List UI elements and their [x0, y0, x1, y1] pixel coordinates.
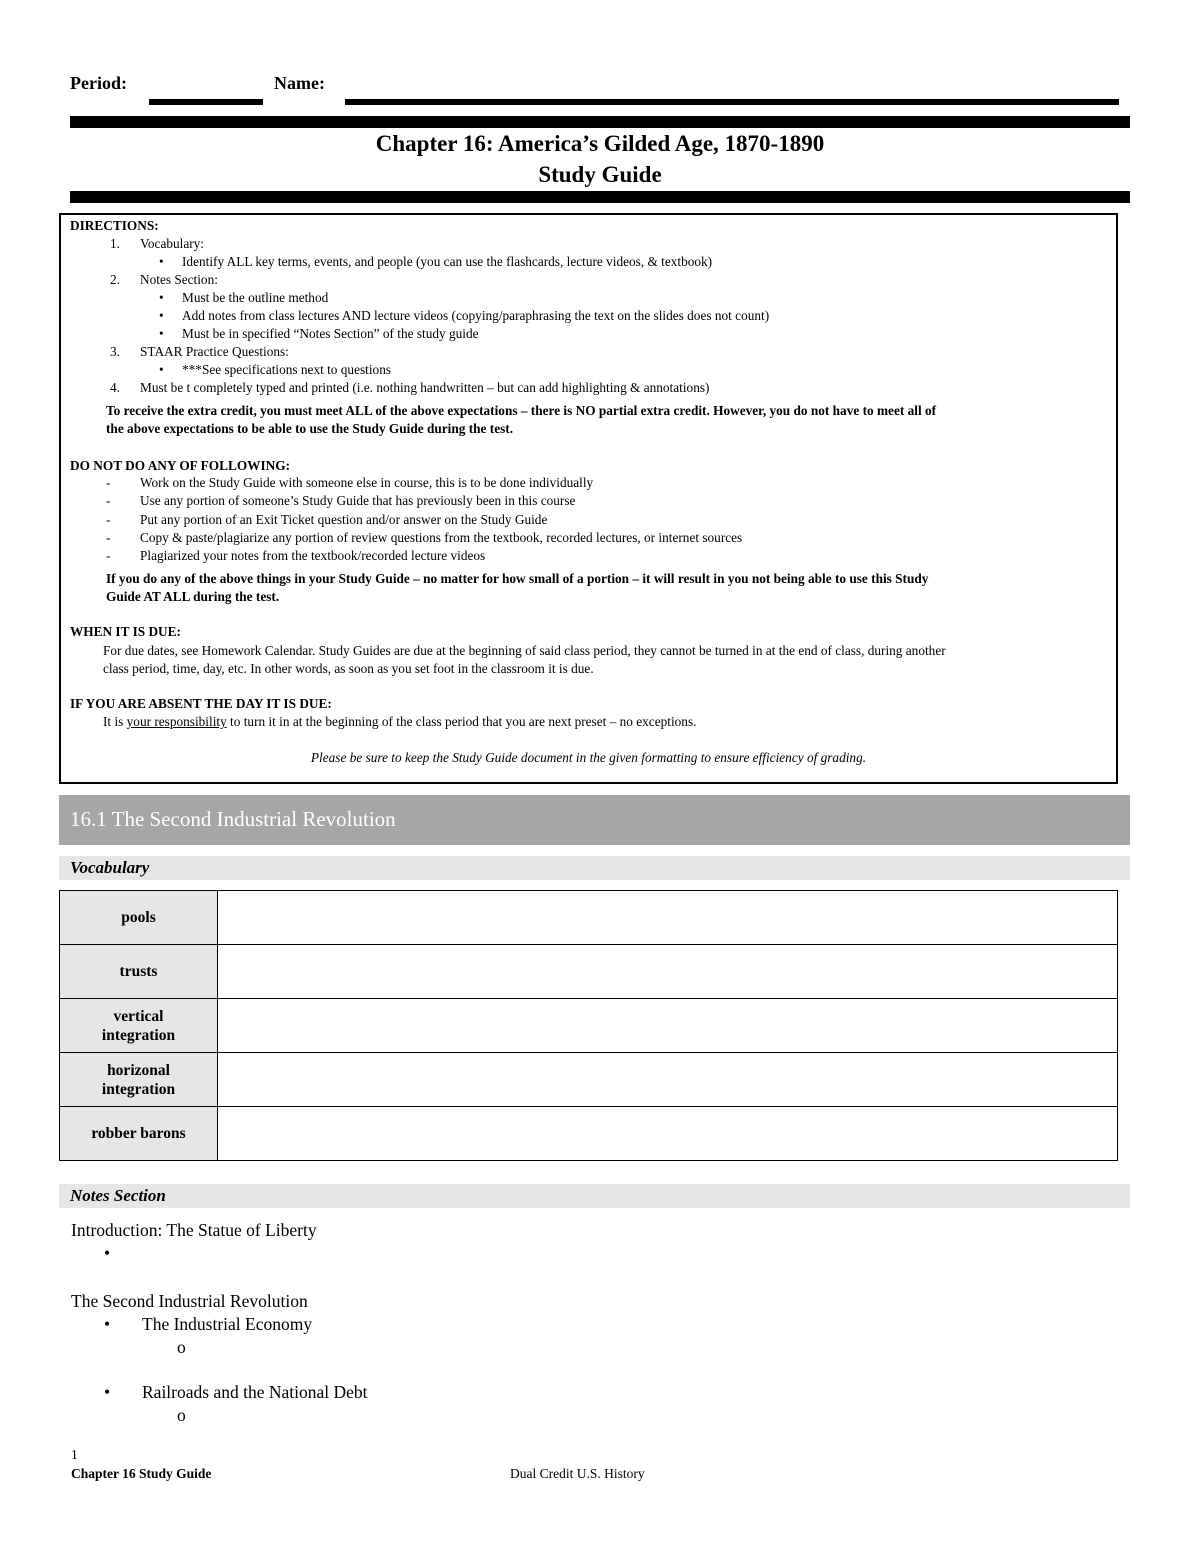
extra-credit-note-cont: the above expectations to be able to use the Study Guide during the test. — [106, 421, 514, 436]
notes-railroads: Railroads and the National Debt — [142, 1382, 368, 1402]
page-subtitle: Study Guide — [538, 162, 662, 187]
vocab-term — [60, 1107, 218, 1161]
due-text-cont: class period, time, day, etc. In other words, as soon as you set foot in the classroom it is due. — [103, 661, 594, 676]
notes-header — [59, 1184, 1130, 1208]
item-number: 3. — [110, 344, 120, 359]
table-row — [60, 1107, 1118, 1161]
period-field-line[interactable] — [149, 99, 263, 105]
notes-intro: Introduction: The Statue of Liberty — [71, 1220, 317, 1240]
directions-bullet: ***See specifications next to questions — [182, 362, 392, 377]
vocab-term — [60, 1053, 218, 1107]
vocabulary-heading: Vocabulary — [70, 858, 150, 877]
bullet-icon: • — [159, 326, 164, 341]
do-not-item: Work on the Study Guide with someone else in course, this is to be done individually — [140, 475, 594, 490]
absent-suffix: to turn it in at the beginning of the class period that you are next preset – no exceptions. — [226, 714, 697, 729]
directions-bullet: Must be the outline method — [182, 290, 329, 305]
do-not-item: Plagiarized your notes from the textbook/recorded lecture videos — [140, 548, 486, 563]
page-number: 1 — [71, 1447, 78, 1462]
directions-item-vocabulary: Vocabulary: — [140, 236, 205, 251]
directions-heading: DIRECTIONS: — [70, 218, 159, 233]
period-label: Period: — [70, 73, 127, 93]
term-line: trusts — [119, 963, 158, 980]
top-divider — [70, 116, 1130, 128]
vocabulary-table — [59, 890, 1118, 1161]
directions-item-staar: STAAR Practice Questions: — [140, 344, 289, 359]
vocab-term — [60, 891, 218, 945]
dash-icon: - — [106, 475, 111, 490]
section-title: 16.1 The Second Industrial Revolution — [70, 807, 396, 831]
directions-item-notes: Notes Section: — [140, 272, 218, 287]
bullet-icon: • — [159, 308, 164, 323]
table-row — [60, 945, 1118, 999]
do-not-item: Put any portion of an Exit Ticket question and/or answer on the Study Guide — [140, 512, 548, 527]
due-text: For due dates, see Homework Calendar. Study Guides are due at the beginning of said class period, they cannot be turned in at the end of class, during another — [103, 643, 946, 658]
vocab-definition-cell[interactable] — [218, 1053, 1118, 1107]
dash-icon: - — [106, 548, 111, 563]
bullet-icon: • — [104, 1382, 111, 1402]
vocabulary-header — [59, 856, 1130, 880]
directions-bullet: Must be in specified “Notes Section” of the study guide — [182, 326, 479, 341]
vocab-definition-cell[interactable] — [218, 1107, 1118, 1161]
bullet-icon: • — [159, 290, 164, 305]
directions-item-typed: Must be t completely typed and printed (i.e. nothing handwritten – but can add highlighting & annotations) — [140, 380, 710, 395]
name-field-line[interactable] — [345, 99, 1119, 105]
section-header — [59, 795, 1130, 845]
absent-text — [103, 713, 696, 731]
term-line-2: integration — [101, 1026, 176, 1044]
bullet-icon: • — [159, 254, 164, 269]
dash-icon: - — [106, 512, 111, 527]
extra-credit-note: To receive the extra credit, you must meet ALL of the above expectations – there is NO partial extra credit. However, you do not have to meet all of — [106, 403, 937, 418]
term-line: vertical — [113, 1007, 164, 1025]
name-label: Name: — [274, 73, 325, 93]
directions-bullet: Identify ALL key terms, events, and people (you can use the flashcards, lecture videos, & textbook) — [182, 254, 713, 269]
notes-heading: Notes Section — [70, 1186, 166, 1205]
table-row — [60, 891, 1118, 945]
absent-heading: IF YOU ARE ABSENT THE DAY IT IS DUE: — [70, 696, 332, 711]
notes-industrial-economy: The Industrial Economy — [142, 1314, 313, 1334]
term-line: pools — [121, 909, 156, 926]
page-title: Chapter 16: America’s Gilded Age, 1870-1890 — [375, 131, 825, 156]
absent-prefix: It is — [103, 714, 127, 729]
notes-sir: The Second Industrial Revolution — [71, 1291, 308, 1311]
due-heading: WHEN IT IS DUE: — [70, 624, 181, 639]
bullet-icon: • — [104, 1314, 111, 1334]
dash-icon: - — [106, 530, 111, 545]
dash-icon: - — [106, 493, 111, 508]
directions-box — [59, 213, 1118, 784]
responsibility-underlined: your responsibility — [126, 714, 227, 729]
title-divider — [70, 191, 1130, 203]
warning-note: If you do any of the above things in your Study Guide – no matter for how small of a portion – it will result in you not being able to use this Study — [106, 571, 929, 586]
term-line: robber barons — [91, 1125, 186, 1142]
footer-left: Chapter 16 Study Guide — [71, 1466, 212, 1481]
do-not-heading: DO NOT DO ANY OF FOLLOWING: — [70, 458, 291, 473]
formatting-note: Please be sure to keep the Study Guide document in the given formatting to ensure efficiency of grading. — [310, 750, 867, 765]
item-number: 2. — [110, 272, 120, 287]
vocab-term — [60, 945, 218, 999]
footer-center: Dual Credit U.S. History — [510, 1466, 645, 1481]
bullet-icon: • — [104, 1243, 111, 1263]
bullet-icon: • — [159, 362, 164, 377]
warning-note-cont: Guide AT ALL during the test. — [106, 589, 280, 604]
do-not-item: Use any portion of someone’s Study Guide that has previously been in this course — [140, 493, 576, 508]
directions-bullet: Add notes from class lectures AND lecture videos (copying/paraphrasing the text on the slides does not count) — [182, 308, 770, 323]
vocab-definition-cell[interactable] — [218, 891, 1118, 945]
circle-bullet-icon: o — [177, 1405, 186, 1425]
vocab-term — [60, 999, 218, 1053]
vocab-definition-cell[interactable] — [218, 999, 1118, 1053]
do-not-item: Copy & paste/plagiarize any portion of review questions from the textbook, recorded lectures, or internet sources — [140, 530, 743, 545]
item-number: 1. — [110, 236, 120, 251]
circle-bullet-icon: o — [177, 1337, 186, 1357]
term-line-2: integration — [101, 1080, 176, 1098]
vocab-definition-cell[interactable] — [218, 945, 1118, 999]
table-row — [60, 1053, 1118, 1107]
table-row — [60, 999, 1118, 1053]
item-number: 4. — [110, 380, 120, 395]
term-line: horizonal — [107, 1061, 170, 1079]
